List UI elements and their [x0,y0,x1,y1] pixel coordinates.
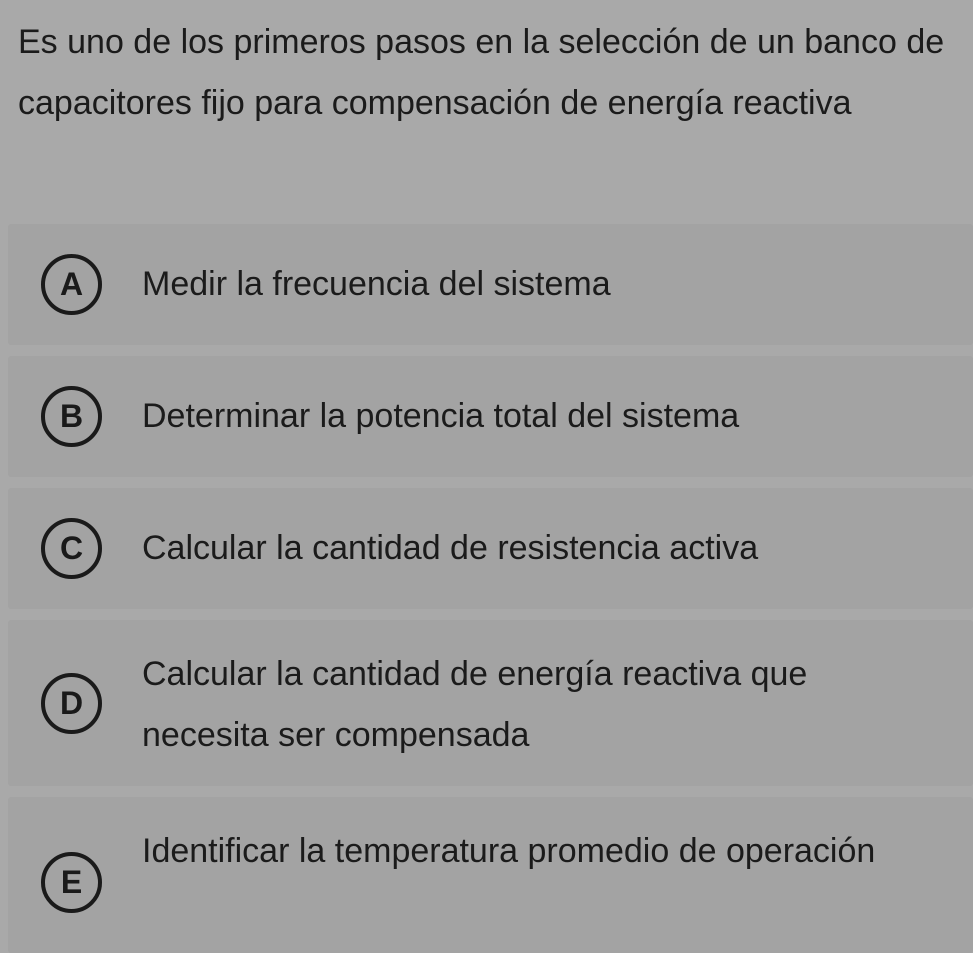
answer-option-b[interactable] [8,356,973,477]
answer-option-a[interactable] [8,224,973,345]
option-letter-b: B [41,386,102,447]
answer-option-e[interactable] [8,797,973,953]
option-letter-e: E [41,852,102,913]
option-label-d: Calcular la cantidad de energía reactiva que necesita ser compensada [142,655,808,754]
option-label-e: Identificar la temperatura promedio de operación [142,832,876,870]
option-letter-a: A [41,254,102,315]
option-letter-c: C [41,518,102,579]
question-text: Es uno de los primeros pasos en la selección de un banco de capacitores fijo para compensación de energía reactiva [18,23,945,122]
option-label-b: Determinar la potencia total del sistema [142,397,740,435]
answer-option-d[interactable] [8,620,973,786]
option-label-c: Calcular la cantidad de resistencia activa [142,529,759,567]
answer-option-c[interactable] [8,488,973,609]
option-label-a: Medir la frecuencia del sistema [142,265,611,303]
option-letter-d: D [41,673,102,734]
